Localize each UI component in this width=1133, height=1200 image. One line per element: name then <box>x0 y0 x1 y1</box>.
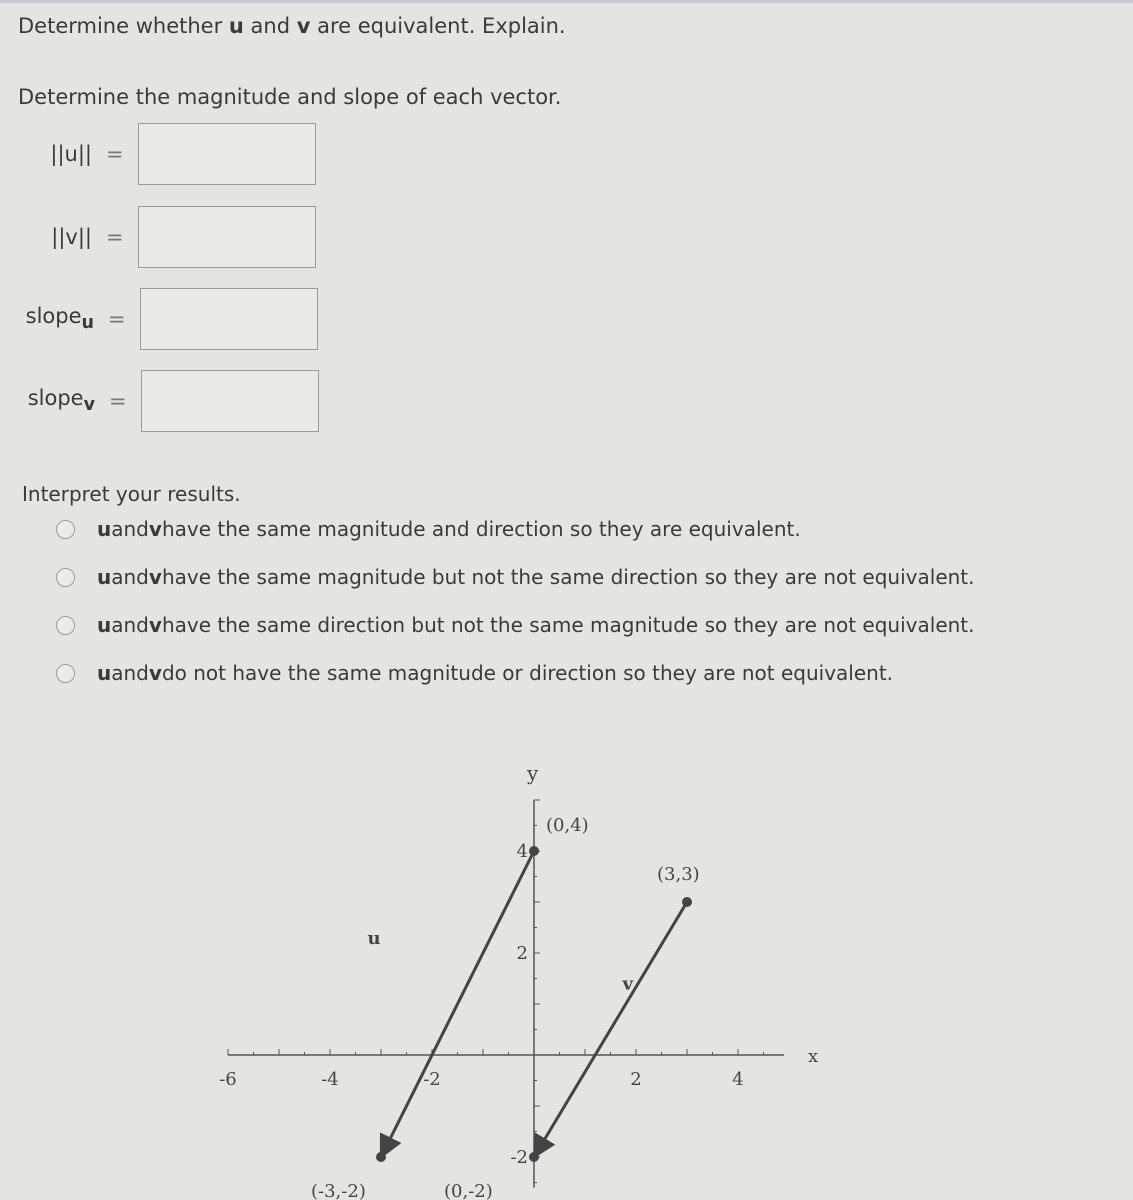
vector-u-start-point <box>529 846 539 856</box>
subquestion-text: Determine the magnitude and slope of each vector. <box>18 85 562 109</box>
vector-u-end-point <box>376 1152 386 1162</box>
y-tick-label: -2 <box>510 1147 528 1168</box>
x-tick-label: 4 <box>732 1069 744 1090</box>
option-4[interactable]: u and v do not have the same magnitude or direction so they are not equivalent. <box>56 661 893 685</box>
interpret-label: Interpret your results. <box>22 482 241 506</box>
equals: = <box>108 307 126 331</box>
x-tick-label: 2 <box>630 1069 642 1090</box>
slope-u-label: slope$_u$ <box>25 304 94 334</box>
option-1[interactable]: u and v have the same magnitude and direction so they are equivalent. <box>56 517 801 541</box>
option-2[interactable]: u and v have the same magnitude but not the same direction so they are not equivalent. <box>56 565 975 589</box>
point-label: (3,3) <box>657 864 700 885</box>
y-axis-label: y <box>527 761 539 785</box>
x-tick-label: -6 <box>219 1069 237 1090</box>
slope-v-label: slope$_v$ <box>27 386 95 416</box>
equals: = <box>109 389 127 413</box>
x-tick-label: -2 <box>423 1069 441 1090</box>
question-text: Determine whether u and v are equivalent. Explain. <box>18 14 566 38</box>
vector-v-end-point <box>529 1152 539 1162</box>
point-label: (-3,-2) <box>311 1181 366 1200</box>
y-tick-label: 2 <box>516 943 528 964</box>
point-label: (0,4) <box>546 815 589 836</box>
vector-v <box>534 902 687 1157</box>
y-tick-label: 4 <box>516 841 528 862</box>
point-label: (0,-2) <box>444 1181 493 1200</box>
option-3[interactable]: u and v have the same direction but not the same magnitude so they are not equivalent. <box>56 613 975 637</box>
equals: = <box>106 142 124 166</box>
equals: = <box>106 225 124 249</box>
vector-u-label: u <box>367 928 381 949</box>
vector-u <box>381 851 534 1157</box>
vector-v-start-point <box>682 897 692 907</box>
x-tick-label: -4 <box>321 1069 339 1090</box>
magnitude-u-label: ||u|| <box>50 142 92 166</box>
magnitude-v-label: ||v|| <box>51 225 92 249</box>
x-axis-label: x <box>808 1046 819 1067</box>
vector-v-label: v <box>622 973 633 995</box>
